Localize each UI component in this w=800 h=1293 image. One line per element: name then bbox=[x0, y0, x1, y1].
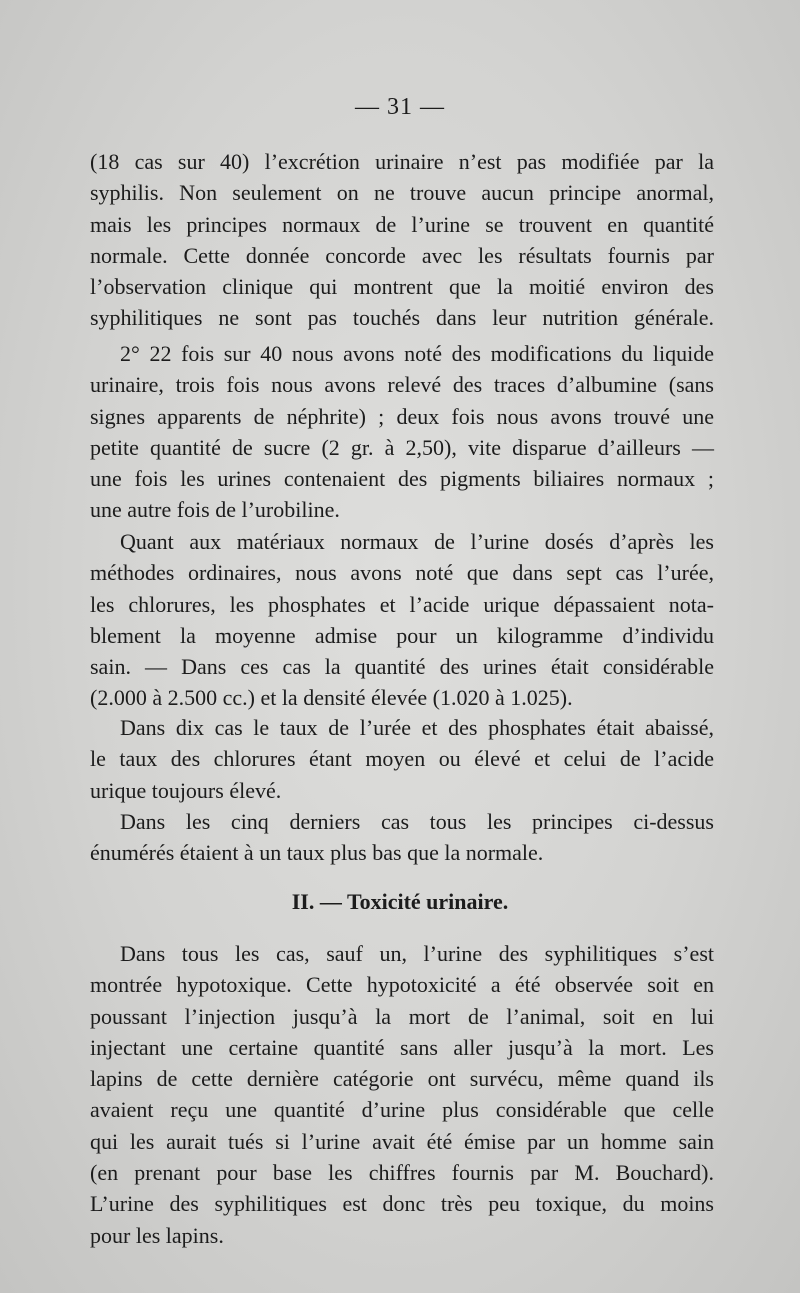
text-line: normale. Cette donnée concorde avec les résultats fournis par bbox=[90, 242, 714, 268]
text-line: L’urine des syphilitiques est donc très peu toxique, du moins bbox=[90, 1191, 714, 1217]
text-line: Dans dix cas le taux de l’urée et des phosphates était abaissé, bbox=[120, 715, 714, 740]
paragraph-6 bbox=[90, 938, 714, 1251]
text-line: lapins de cette dernière catégorie ont survécu, même quand ils bbox=[90, 1066, 714, 1092]
text-line: blement la moyenne admise pour un kilogramme d’individu bbox=[90, 622, 714, 648]
text-line: 2° 22 fois sur 40 nous avons noté des modifications du liquide bbox=[120, 341, 714, 366]
paragraph-1 bbox=[90, 146, 714, 334]
text-line: signes apparents de néphrite) ; deux fois nous avons trouvé une bbox=[90, 403, 714, 429]
text-line: petite quantité de sucre (2 gr. à 2,50), vite disparue d’ailleurs — bbox=[90, 434, 714, 460]
text-line: (2.000 à 2.500 cc.) et la densité élevée (1.020 à 1.025). bbox=[90, 685, 573, 711]
text-line: Dans tous les cas, sauf un, l’urine des syphilitiques s’est bbox=[120, 941, 714, 966]
text-line: Dans les cinq derniers cas tous les principes ci-dessus bbox=[120, 809, 714, 834]
text-line: injectant une certaine quantité sans aller jusqu’à la mort. Les bbox=[90, 1034, 714, 1060]
text-line: (en prenant pour base les chiffres fournis par M. Bouchard). bbox=[90, 1160, 714, 1186]
section-heading: II. — Toxicité urinaire. bbox=[291, 889, 509, 914]
text-line: sain. — Dans ces cas la quantité des urines était considérable bbox=[90, 654, 714, 680]
text-line: (18 cas sur 40) l’excrétion urinaire n’est pas modifiée par la bbox=[90, 149, 714, 174]
text-line: urique toujours élevé. bbox=[90, 777, 282, 803]
paragraph-3 bbox=[90, 526, 714, 714]
text-line: Quant aux matériaux normaux de l’urine dosés d’après les bbox=[120, 529, 714, 554]
text-line: mais les principes normaux de l’urine se trouvent en quantité bbox=[90, 211, 714, 237]
text-line: énumérés étaient à un taux plus bas que la normale. bbox=[90, 840, 544, 866]
paragraph-5 bbox=[90, 806, 714, 869]
text-line: avaient reçu une quantité d’urine plus considérable que celle bbox=[90, 1097, 714, 1123]
page-number: — 31 — bbox=[355, 94, 445, 120]
text-line: pour les lapins. bbox=[90, 1222, 224, 1248]
text-line: syphilitiques ne sont pas touchés dans leur nutrition générale. bbox=[90, 305, 714, 331]
paragraph-4 bbox=[90, 712, 714, 806]
text-line: poussant l’injection jusqu’à la mort de l’animal, soit en lui bbox=[90, 1003, 714, 1029]
text-line: une fois les urines contenaient des pigments biliaires normaux ; bbox=[90, 466, 714, 492]
text-line: qui les aurait tués si l’urine avait été émise par un homme sain bbox=[90, 1128, 714, 1154]
text-line: une autre fois de l’urobiline. bbox=[90, 497, 340, 523]
text-line: méthodes ordinaires, nous avons noté que dans sept cas l’urée, bbox=[90, 560, 714, 586]
text-line: montrée hypotoxique. Cette hypotoxicité a été observée soit en bbox=[90, 972, 714, 998]
text-line: les chlorures, les phosphates et l’acide urique dépassaient nota- bbox=[90, 591, 714, 617]
text-line: urinaire, trois fois nous avons relevé des traces d’albumine (sans bbox=[90, 372, 714, 398]
text-line: syphilis. Non seulement on ne trouve aucun principe anormal, bbox=[90, 180, 714, 206]
paragraph-2 bbox=[90, 338, 714, 526]
text-line: l’observation clinique qui montrent que la moitié environ des bbox=[90, 274, 714, 300]
text-line: le taux des chlorures étant moyen ou élevé et celui de l’acide bbox=[90, 746, 714, 772]
